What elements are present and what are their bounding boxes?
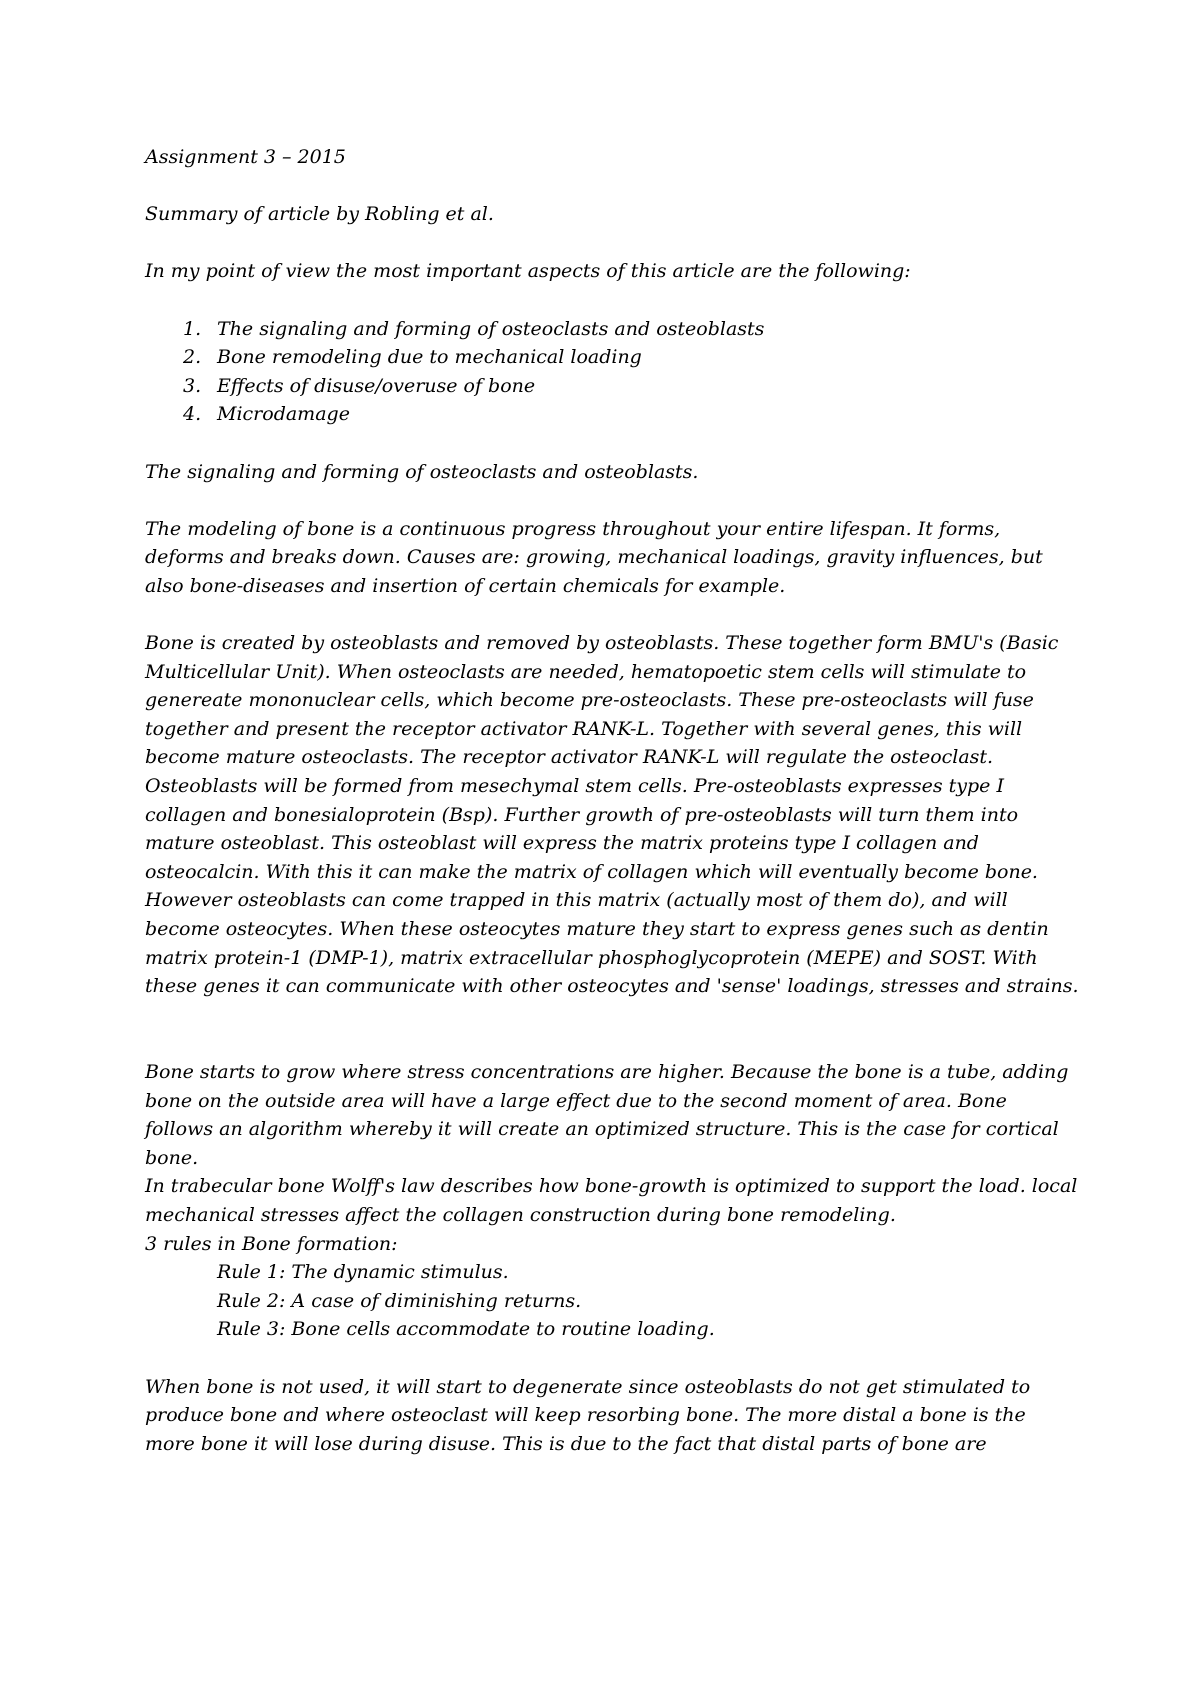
rules-heading: 3 rules in Bone formation: [145, 1232, 398, 1255]
paragraph: Bone starts to grow where stress concentrations are higher. Because the bone is a tube, adding bone on the outside area will have a large effect due to the second moment of area. Bone follows an algorithm whereby it will create an optimized structure. This is the case for cortical bone. [145, 1061, 1069, 1169]
paragraph: Bone is created by osteoblasts and removed by osteoblasts. These together form BMU's (Basic Multicellular Unit). When osteoclasts are needed, hematopoetic stem cells will stimulate to genereate mononuclear cells, which become pre-osteoclasts. These pre-osteoclasts will fuse together and present the receptor activator RANK-L. Together with several genes, this will become mature osteoclasts. The receptor activator RANK-L will regulate the osteoclast. [145, 632, 1059, 769]
list-item-text: Effects of disuse/overuse of bone [217, 374, 536, 397]
aspects-list [145, 315, 1080, 429]
list-item [183, 315, 1080, 344]
list-item [183, 400, 1080, 429]
rule-item: Rule 1: The dynamic stimulus. [217, 1261, 509, 1284]
list-item-number: 4. [183, 403, 202, 426]
list-item-text: Microdamage [217, 403, 350, 426]
intro-paragraph: In my point of view the most important aspects of this article are the following: [145, 260, 911, 283]
document-title: Assignment 3 – 2015 [145, 146, 346, 168]
rule-item: Rule 3: Bone cells accommodate to routine loading. [217, 1318, 715, 1341]
section-heading: The signaling and forming of osteoclasts and osteoblasts. [145, 460, 699, 483]
list-item-text: Bone remodeling due to mechanical loading [217, 346, 642, 369]
list-item [183, 343, 1080, 372]
paragraph: Osteoblasts will be formed from mesechymal stem cells. Pre-osteoblasts expresses type I collagen and bonesialoprotein (Bsp). Further growth of pre-osteoblasts will turn them into mature osteoblast. This osteoblast will express the matrix proteins type I collagen and osteocalcin. With this it can make the matrix of collagen which will eventually become bone. [145, 775, 1038, 883]
list-item-number: 3. [183, 374, 202, 397]
list-item-number: 2. [183, 346, 202, 369]
paragraph: The modeling of bone is a continuous progress throughout your entire lifespan. It forms, deforms and breaks down. Causes are: growing, mechanical loadings, gravity influences, but also bone-diseases and insertion of certain chemicals for example. [145, 517, 1043, 597]
paragraph: When bone is not used, it will start to degenerate since osteoblasts do not get stimulated to produce bone and where osteoclast will keep resorbing bone. The more distal a bone is the more bone it will lose during disuse. This is due to the fact that distal parts of bone are [145, 1375, 1031, 1455]
document-subtitle: Summary of article by Robling et al. [145, 203, 494, 226]
paragraph: However osteoblasts can come trapped in this matrix (actually most of them do), and will become osteocytes. When these osteocytes mature they start to express genes such as dentin matrix protein-1 (DMP-1), matrix extracellular phosphoglycoprotein (MEPE) and SOST. With these genes it can communicate with other osteocytes and 'sense' loadings, stresses and strains. [145, 889, 1079, 998]
document-body [145, 143, 1080, 1458]
list-item-text: The signaling and forming of osteoclasts and osteoblasts [217, 317, 765, 340]
rule-item: Rule 2: A case of diminishing returns. [217, 1289, 582, 1312]
list-item-number: 1. [183, 317, 202, 340]
paragraph: In trabecular bone Wolff's law describes how bone-growth is optimized to support the load. local mechanical stresses affect the collagen construction during bone remodeling. [145, 1175, 1078, 1226]
list-item [183, 372, 1080, 401]
